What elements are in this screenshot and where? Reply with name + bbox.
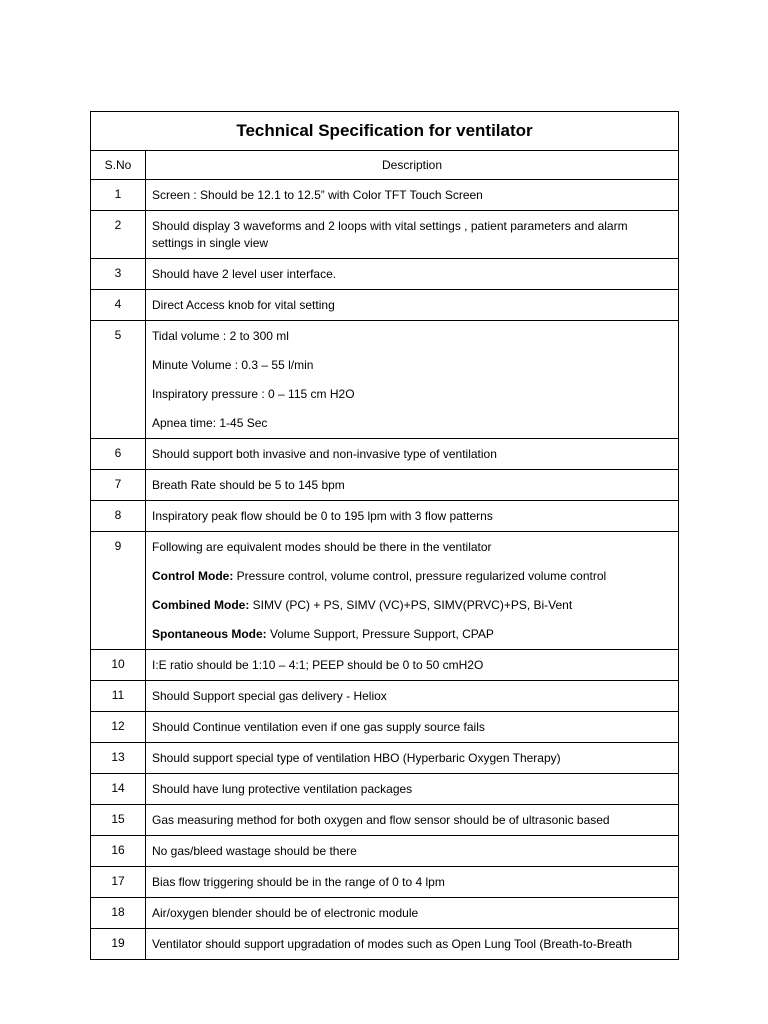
header-row (91, 151, 679, 180)
row-sno: 6 (91, 439, 146, 470)
table-row (91, 259, 679, 290)
description-line: No gas/bleed wastage should be there (152, 844, 357, 858)
row-description (146, 321, 679, 439)
row-sno: 2 (91, 211, 146, 259)
description-line: Apnea time: 1-45 Sec (152, 416, 268, 430)
table-row (91, 836, 679, 867)
description-line: I:E ratio should be 1:10 – 4:1; PEEP should be 0 to 50 cmH2O (152, 658, 484, 672)
table-row (91, 867, 679, 898)
row-sno: 8 (91, 501, 146, 532)
row-description (146, 805, 679, 836)
mode-text: SIMV (PC) + PS, SIMV (VC)+PS, SIMV(PRVC)+PS, Bi-Vent (249, 598, 573, 612)
row-sno: 13 (91, 743, 146, 774)
description-line: Should support special type of ventilation HBO (Hyperbaric Oxygen Therapy) (152, 751, 561, 765)
row-description (146, 712, 679, 743)
table-row (91, 712, 679, 743)
mode-line (152, 568, 672, 585)
row-description (146, 290, 679, 321)
table-row (91, 532, 679, 650)
mode-text: Pressure control, volume control, pressure regularized volume control (233, 569, 607, 583)
row-description (146, 470, 679, 501)
description-line: Minute Volume : 0.3 – 55 l/min (152, 358, 314, 372)
table-row (91, 501, 679, 532)
row-sno: 3 (91, 259, 146, 290)
mode-label: Combined Mode: (152, 598, 250, 612)
row-description (146, 681, 679, 712)
mode-line (152, 626, 672, 643)
row-description (146, 836, 679, 867)
row-description (146, 929, 679, 960)
spec-table (90, 111, 679, 960)
table-row (91, 470, 679, 501)
description-line: Should have 2 level user interface. (152, 267, 337, 281)
table-row (91, 929, 679, 960)
row-description (146, 898, 679, 929)
row-description (146, 743, 679, 774)
table-row (91, 743, 679, 774)
row-sno: 17 (91, 867, 146, 898)
description-line: Breath Rate should be 5 to 145 bpm (152, 478, 345, 492)
table-row (91, 321, 679, 439)
table-row (91, 650, 679, 681)
row-sno: 9 (91, 532, 146, 650)
row-sno: 11 (91, 681, 146, 712)
description-line: Ventilator should support upgradation of modes such as Open Lung Tool (Breath-to-Breath (152, 937, 633, 951)
title-row (91, 112, 679, 151)
row-description (146, 532, 679, 650)
mode-label: Control Mode: (152, 569, 234, 583)
table-title: Technical Specification for ventilator (91, 112, 679, 151)
row-description (146, 867, 679, 898)
row-sno: 14 (91, 774, 146, 805)
mode-text: Volume Support, Pressure Support, CPAP (266, 627, 494, 641)
description-line: Gas measuring method for both oxygen and flow sensor should be of ultrasonic based (152, 813, 610, 827)
row-description (146, 774, 679, 805)
row-sno: 19 (91, 929, 146, 960)
row-description (146, 501, 679, 532)
header-description: Description (146, 151, 679, 180)
row-description (146, 180, 679, 211)
header-sno: S.No (91, 151, 146, 180)
description-line: Inspiratory peak flow should be 0 to 195 lpm with 3 flow patterns (152, 509, 493, 523)
row-sno: 15 (91, 805, 146, 836)
description-line: Should display 3 waveforms and 2 loops with vital settings , patient parameters and alarm settings in single view (152, 219, 628, 250)
table-row (91, 211, 679, 259)
description-line: Screen : Should be 12.1 to 12.5” with Color TFT Touch Screen (152, 188, 483, 202)
row-sno: 10 (91, 650, 146, 681)
row-sno: 18 (91, 898, 146, 929)
description-line: Should have lung protective ventilation packages (152, 782, 413, 796)
description-line: Should Continue ventilation even if one gas supply source fails (152, 720, 485, 734)
row-description (146, 439, 679, 470)
row-sno: 1 (91, 180, 146, 211)
row-description (146, 211, 679, 259)
description-line: Bias flow triggering should be in the range of 0 to 4 lpm (152, 875, 445, 889)
table-row (91, 180, 679, 211)
table-row (91, 681, 679, 712)
row-sno: 12 (91, 712, 146, 743)
description-line: Should support both invasive and non-invasive type of ventilation (152, 447, 497, 461)
description-line: Inspiratory pressure : 0 – 115 cm H2O (152, 387, 355, 401)
table-row (91, 805, 679, 836)
row-sno: 4 (91, 290, 146, 321)
table-row (91, 290, 679, 321)
row-sno: 16 (91, 836, 146, 867)
table-row (91, 898, 679, 929)
table-row (91, 439, 679, 470)
row-description (146, 259, 679, 290)
description-line: Tidal volume : 2 to 300 ml (152, 329, 289, 343)
description-line: Should Support special gas delivery - Heliox (152, 689, 387, 703)
description-line: Air/oxygen blender should be of electronic module (152, 906, 419, 920)
description-line: Following are equivalent modes should be there in the ventilator (152, 540, 492, 554)
row-sno: 5 (91, 321, 146, 439)
mode-label: Spontaneous Mode: (152, 627, 267, 641)
mode-line (152, 597, 672, 614)
row-sno: 7 (91, 470, 146, 501)
description-line: Direct Access knob for vital setting (152, 298, 335, 312)
row-description (146, 650, 679, 681)
table-row (91, 774, 679, 805)
